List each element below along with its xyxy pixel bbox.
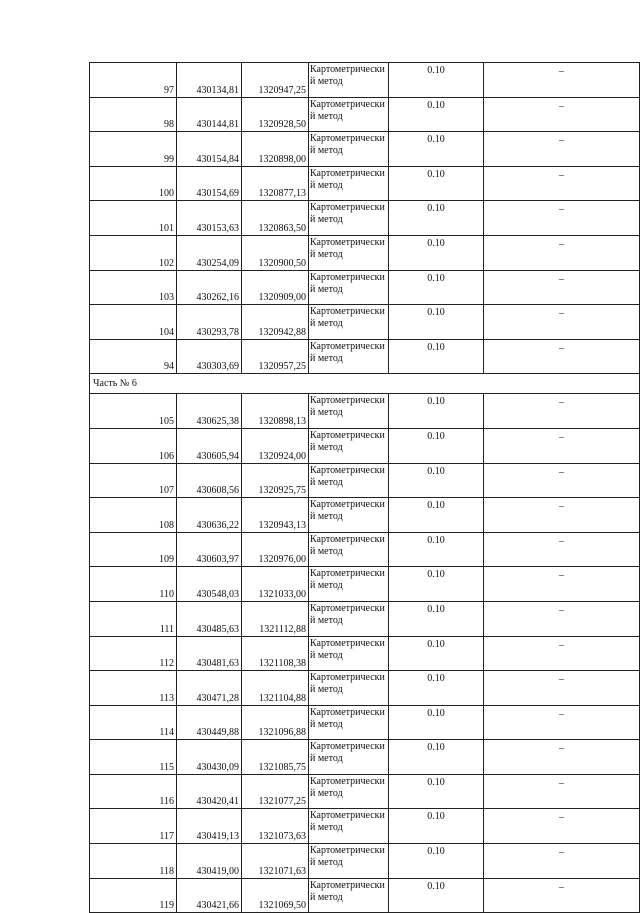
table-row <box>90 705 640 740</box>
method-cell: Картометрический метод <box>309 878 389 913</box>
precision-cell: 0.10 <box>389 774 484 809</box>
x-coordinate-cell: 430548,03 <box>177 567 242 602</box>
precision-cell: 0.10 <box>389 705 484 740</box>
y-coordinate-cell: 1320942,88 <box>242 305 309 340</box>
y-coordinate-cell: 1320898,00 <box>242 132 309 167</box>
point-number-cell: 100 <box>90 166 177 201</box>
point-number-cell: 102 <box>90 235 177 270</box>
precision-cell: 0.10 <box>389 166 484 201</box>
x-coordinate-cell: 430603,97 <box>177 532 242 567</box>
method-cell: Картометрический метод <box>309 97 389 132</box>
y-coordinate-cell: 1320900,50 <box>242 235 309 270</box>
description-cell: – <box>484 63 640 98</box>
precision-cell: 0.10 <box>389 132 484 167</box>
method-cell: Картометрический метод <box>309 740 389 775</box>
description-cell: – <box>484 463 640 498</box>
description-cell: – <box>484 844 640 879</box>
description-cell: – <box>484 740 640 775</box>
table-row <box>90 532 640 567</box>
point-number-cell: 94 <box>90 339 177 374</box>
y-coordinate-cell: 1320863,50 <box>242 201 309 236</box>
description-cell: – <box>484 567 640 602</box>
table-row <box>90 844 640 879</box>
x-coordinate-cell: 430625,38 <box>177 394 242 429</box>
method-cell: Картометрический метод <box>309 339 389 374</box>
description-cell: – <box>484 774 640 809</box>
y-coordinate-cell: 1321096,88 <box>242 705 309 740</box>
point-number-cell: 115 <box>90 740 177 775</box>
section-header-row <box>90 374 640 394</box>
x-coordinate-cell: 430144,81 <box>177 97 242 132</box>
precision-cell: 0.10 <box>389 532 484 567</box>
description-cell: – <box>484 97 640 132</box>
section-header-body <box>90 374 640 394</box>
table-row <box>90 601 640 636</box>
method-cell: Картометрический метод <box>309 774 389 809</box>
method-cell: Картометрический метод <box>309 844 389 879</box>
table-row <box>90 63 640 98</box>
y-coordinate-cell: 1320924,00 <box>242 428 309 463</box>
precision-cell: 0.10 <box>389 201 484 236</box>
method-cell: Картометрический метод <box>309 705 389 740</box>
point-number-cell: 118 <box>90 844 177 879</box>
method-cell: Картометрический метод <box>309 305 389 340</box>
x-coordinate-cell: 430153,63 <box>177 201 242 236</box>
point-number-cell: 111 <box>90 601 177 636</box>
point-number-cell: 99 <box>90 132 177 167</box>
y-coordinate-cell: 1320976,00 <box>242 532 309 567</box>
description-cell: – <box>484 809 640 844</box>
x-coordinate-cell: 430419,00 <box>177 844 242 879</box>
y-coordinate-cell: 1320943,13 <box>242 498 309 533</box>
method-cell: Картометрический метод <box>309 235 389 270</box>
method-cell: Картометрический метод <box>309 601 389 636</box>
y-coordinate-cell: 1320925,75 <box>242 463 309 498</box>
method-cell: Картометрический метод <box>309 671 389 706</box>
y-coordinate-cell: 1320877,13 <box>242 166 309 201</box>
point-number-cell: 116 <box>90 774 177 809</box>
precision-cell: 0.10 <box>389 339 484 374</box>
description-cell: – <box>484 166 640 201</box>
precision-cell: 0.10 <box>389 601 484 636</box>
y-coordinate-cell: 1320898,13 <box>242 394 309 429</box>
point-number-cell: 112 <box>90 636 177 671</box>
x-coordinate-cell: 430471,28 <box>177 671 242 706</box>
precision-cell: 0.10 <box>389 567 484 602</box>
precision-cell: 0.10 <box>389 305 484 340</box>
method-cell: Картометрический метод <box>309 428 389 463</box>
x-coordinate-cell: 430421,66 <box>177 878 242 913</box>
point-number-cell: 119 <box>90 878 177 913</box>
method-cell: Картометрический метод <box>309 394 389 429</box>
point-number-cell: 97 <box>90 63 177 98</box>
table-body-after <box>90 394 640 913</box>
description-cell: – <box>484 201 640 236</box>
y-coordinate-cell: 1321069,50 <box>242 878 309 913</box>
precision-cell: 0.10 <box>389 235 484 270</box>
x-coordinate-cell: 430605,94 <box>177 428 242 463</box>
y-coordinate-cell: 1321108,38 <box>242 636 309 671</box>
section-label: Часть № 6 <box>90 374 640 394</box>
y-coordinate-cell: 1321104,88 <box>242 671 309 706</box>
description-cell: – <box>484 339 640 374</box>
table-row <box>90 671 640 706</box>
table-row <box>90 132 640 167</box>
x-coordinate-cell: 430430,09 <box>177 740 242 775</box>
x-coordinate-cell: 430608,56 <box>177 463 242 498</box>
precision-cell: 0.10 <box>389 878 484 913</box>
table-row <box>90 740 640 775</box>
precision-cell: 0.10 <box>389 740 484 775</box>
y-coordinate-cell: 1321085,75 <box>242 740 309 775</box>
description-cell: – <box>484 636 640 671</box>
table-row <box>90 394 640 429</box>
point-number-cell: 108 <box>90 498 177 533</box>
description-cell: – <box>484 305 640 340</box>
description-cell: – <box>484 878 640 913</box>
precision-cell: 0.10 <box>389 498 484 533</box>
point-number-cell: 105 <box>90 394 177 429</box>
point-number-cell: 98 <box>90 97 177 132</box>
point-number-cell: 114 <box>90 705 177 740</box>
description-cell: – <box>484 394 640 429</box>
method-cell: Картометрический метод <box>309 532 389 567</box>
x-coordinate-cell: 430154,84 <box>177 132 242 167</box>
precision-cell: 0.10 <box>389 428 484 463</box>
x-coordinate-cell: 430485,63 <box>177 601 242 636</box>
x-coordinate-cell: 430293,78 <box>177 305 242 340</box>
y-coordinate-cell: 1321112,88 <box>242 601 309 636</box>
precision-cell: 0.10 <box>389 809 484 844</box>
y-coordinate-cell: 1321073,63 <box>242 809 309 844</box>
precision-cell: 0.10 <box>389 636 484 671</box>
x-coordinate-cell: 430419,13 <box>177 809 242 844</box>
table-row <box>90 809 640 844</box>
point-number-cell: 106 <box>90 428 177 463</box>
y-coordinate-cell: 1321071,63 <box>242 844 309 879</box>
x-coordinate-cell: 430154,69 <box>177 166 242 201</box>
description-cell: – <box>484 132 640 167</box>
precision-cell: 0.10 <box>389 97 484 132</box>
point-number-cell: 107 <box>90 463 177 498</box>
y-coordinate-cell: 1320909,00 <box>242 270 309 305</box>
description-cell: – <box>484 428 640 463</box>
table-row <box>90 270 640 305</box>
description-cell: – <box>484 235 640 270</box>
table-row <box>90 774 640 809</box>
point-number-cell: 110 <box>90 567 177 602</box>
method-cell: Картометрический метод <box>309 463 389 498</box>
precision-cell: 0.10 <box>389 671 484 706</box>
method-cell: Картометрический метод <box>309 498 389 533</box>
x-coordinate-cell: 430481,63 <box>177 636 242 671</box>
description-cell: – <box>484 705 640 740</box>
method-cell: Картометрический метод <box>309 567 389 602</box>
table-row <box>90 636 640 671</box>
table-row <box>90 166 640 201</box>
method-cell: Картометрический метод <box>309 166 389 201</box>
y-coordinate-cell: 1321033,00 <box>242 567 309 602</box>
point-number-cell: 113 <box>90 671 177 706</box>
method-cell: Картометрический метод <box>309 809 389 844</box>
table-row <box>90 428 640 463</box>
description-cell: – <box>484 270 640 305</box>
method-cell: Картометрический метод <box>309 201 389 236</box>
point-number-cell: 101 <box>90 201 177 236</box>
table-row <box>90 878 640 913</box>
x-coordinate-cell: 430254,09 <box>177 235 242 270</box>
description-cell: – <box>484 532 640 567</box>
table-row <box>90 235 640 270</box>
x-coordinate-cell: 430134,81 <box>177 63 242 98</box>
method-cell: Картометрический метод <box>309 132 389 167</box>
table-row <box>90 498 640 533</box>
description-cell: – <box>484 671 640 706</box>
point-number-cell: 109 <box>90 532 177 567</box>
y-coordinate-cell: 1320947,25 <box>242 63 309 98</box>
description-cell: – <box>484 601 640 636</box>
table-row <box>90 305 640 340</box>
precision-cell: 0.10 <box>389 63 484 98</box>
table-body-before <box>90 63 640 374</box>
precision-cell: 0.10 <box>389 844 484 879</box>
method-cell: Картометрический метод <box>309 636 389 671</box>
y-coordinate-cell: 1320928,50 <box>242 97 309 132</box>
description-cell: – <box>484 498 640 533</box>
table-row <box>90 339 640 374</box>
y-coordinate-cell: 1320957,25 <box>242 339 309 374</box>
point-number-cell: 104 <box>90 305 177 340</box>
method-cell: Картометрический метод <box>309 63 389 98</box>
point-number-cell: 117 <box>90 809 177 844</box>
table-row <box>90 97 640 132</box>
x-coordinate-cell: 430636,22 <box>177 498 242 533</box>
precision-cell: 0.10 <box>389 394 484 429</box>
coordinates-table <box>89 62 640 913</box>
x-coordinate-cell: 430303,69 <box>177 339 242 374</box>
method-cell: Картометрический метод <box>309 270 389 305</box>
precision-cell: 0.10 <box>389 270 484 305</box>
table-row <box>90 567 640 602</box>
precision-cell: 0.10 <box>389 463 484 498</box>
y-coordinate-cell: 1321077,25 <box>242 774 309 809</box>
point-number-cell: 103 <box>90 270 177 305</box>
x-coordinate-cell: 430262,16 <box>177 270 242 305</box>
table-row <box>90 463 640 498</box>
x-coordinate-cell: 430420,41 <box>177 774 242 809</box>
table-row <box>90 201 640 236</box>
x-coordinate-cell: 430449,88 <box>177 705 242 740</box>
